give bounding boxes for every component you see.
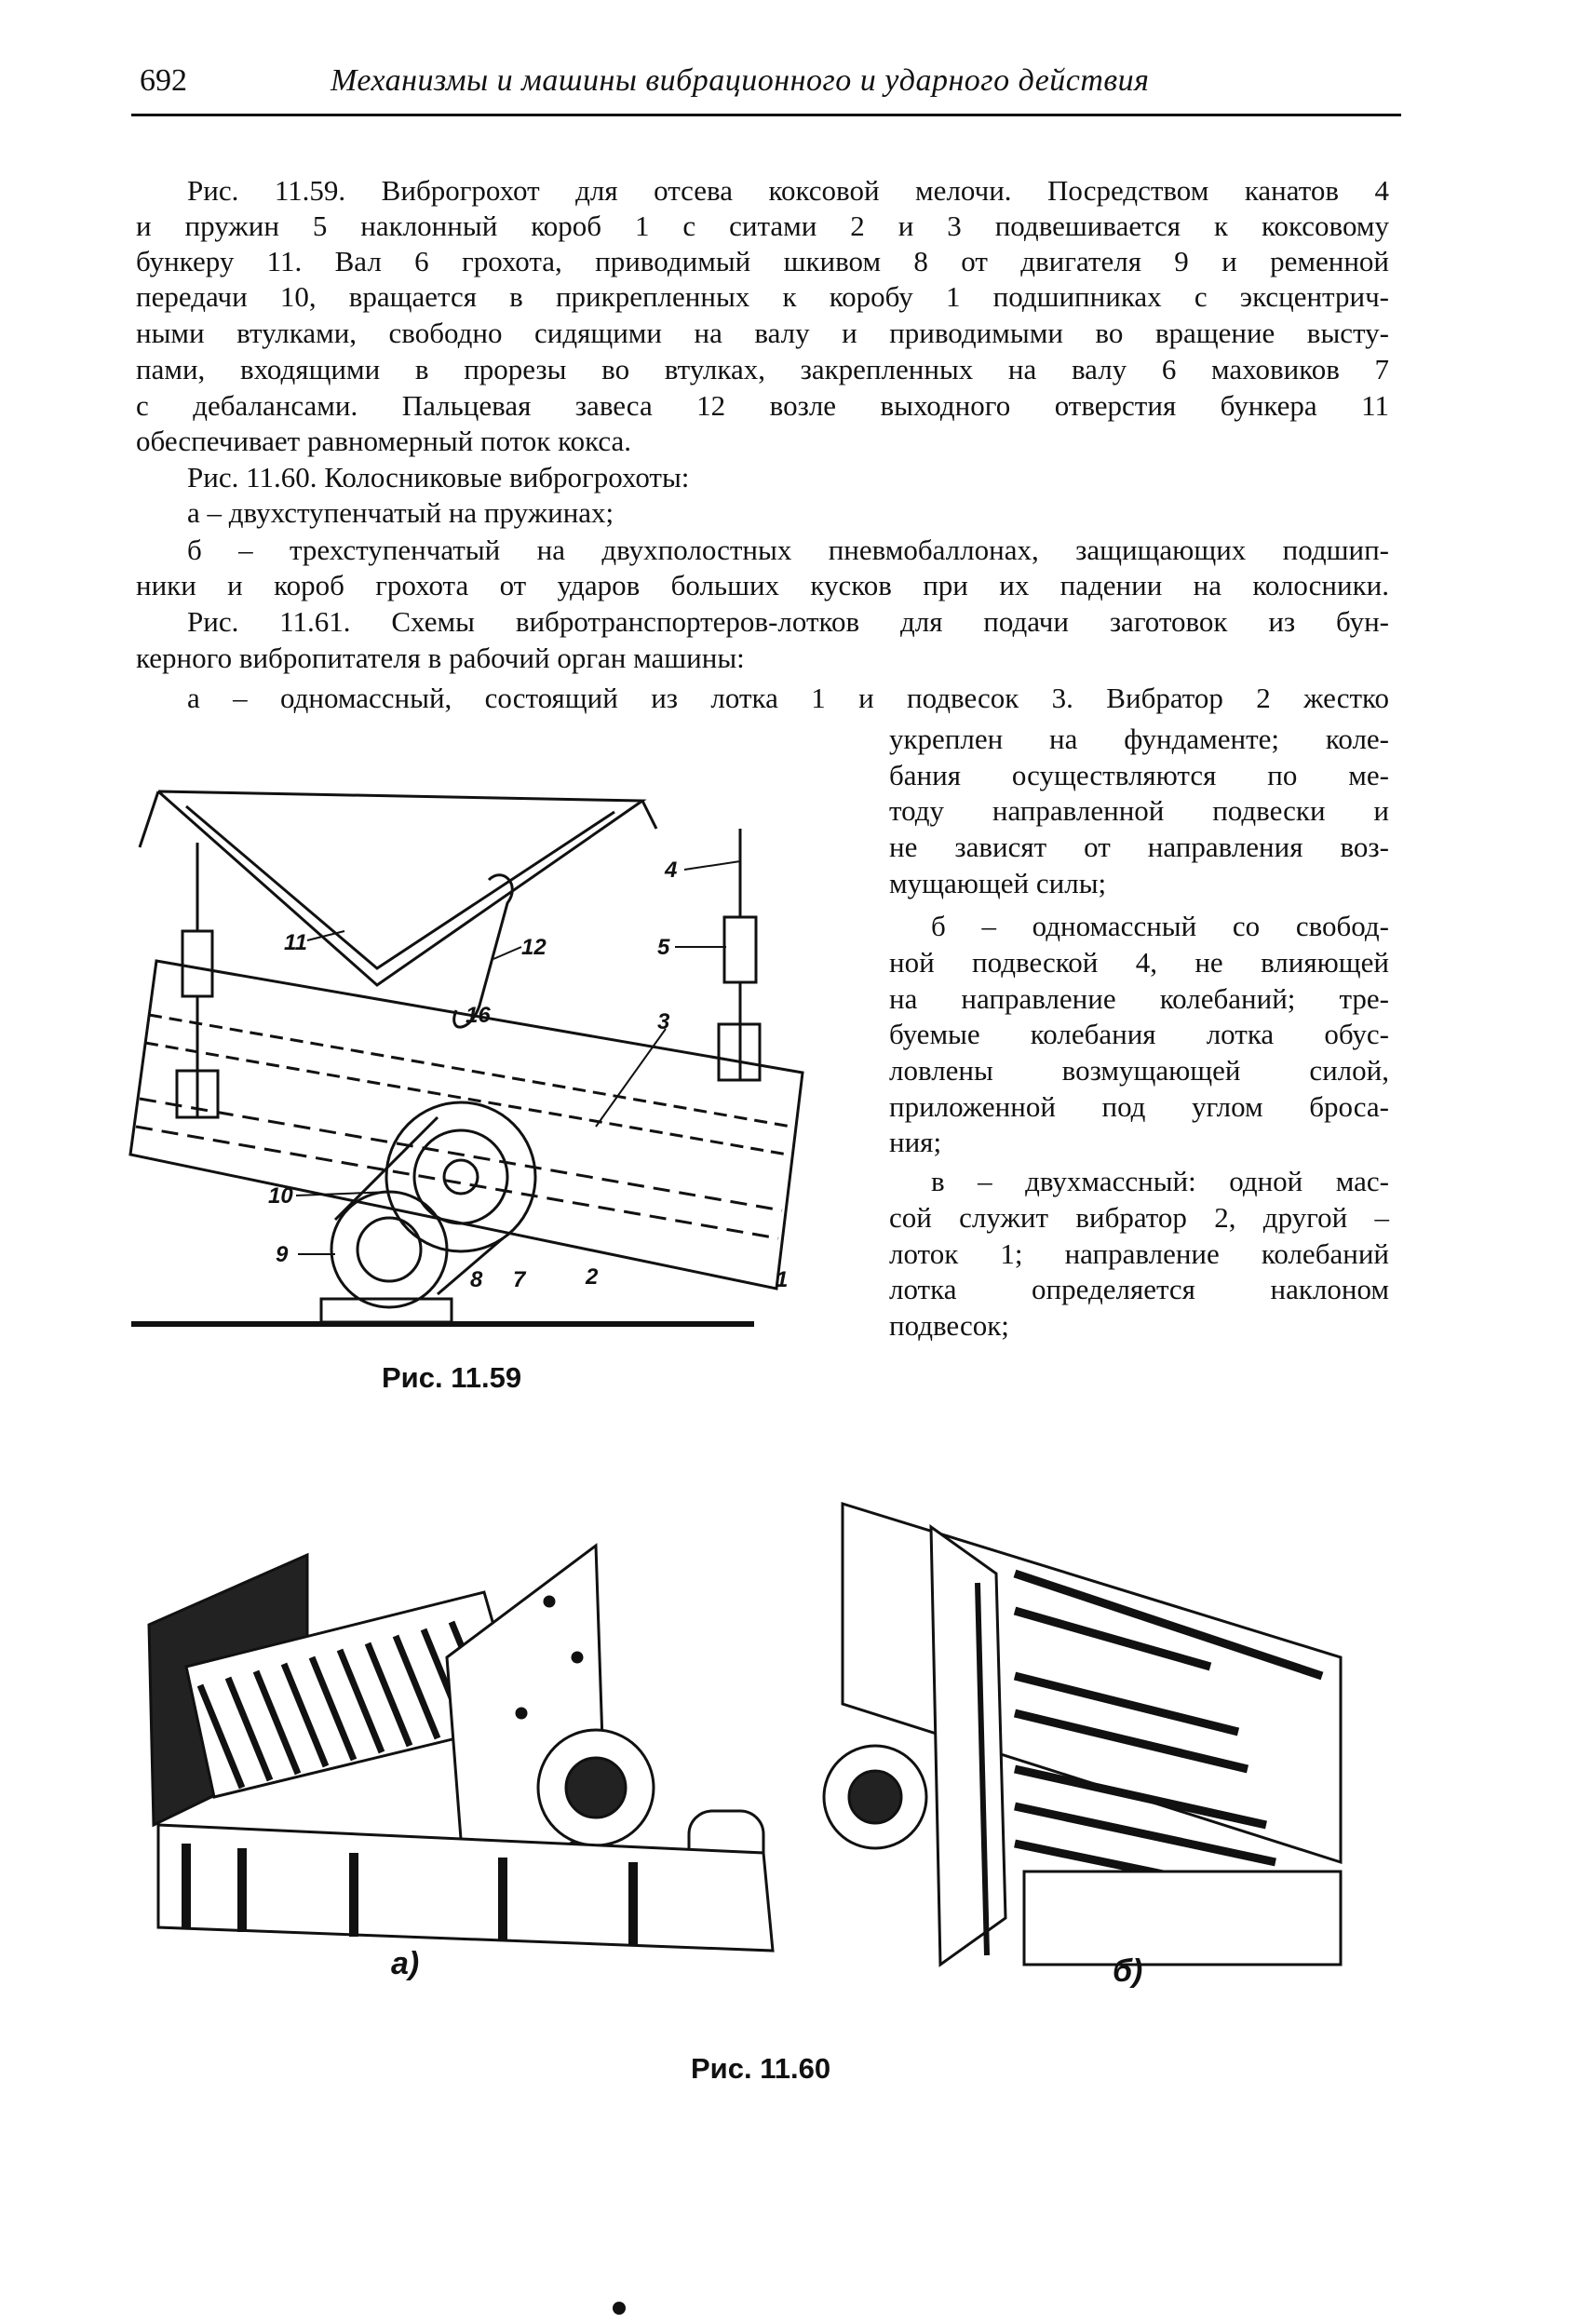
- diagram-label: 4: [665, 858, 678, 883]
- diagram-label: 16: [466, 1003, 491, 1028]
- figure-panel-label-a: а): [391, 1946, 420, 1981]
- text-line: обеспечивает равномерный поток кокса.: [136, 425, 632, 457]
- diagram-label: 5: [657, 935, 670, 960]
- diagram-label: 2: [586, 1264, 599, 1290]
- text-line: подвесок;: [889, 1309, 1009, 1342]
- text-line: пами, входящими в прорезы во втулках, закрепленных на валу 6 маховиков 7: [136, 353, 1389, 385]
- scan-mark: [613, 2302, 626, 2315]
- text-line: Рис. 11.59. Виброгрохот для отсева коксовой мелочи. Посредством канатов 4: [187, 174, 1389, 207]
- text-line: приложенной под углом броса-: [889, 1090, 1389, 1123]
- diagram-label: 8: [470, 1267, 483, 1292]
- text-line: буемые колебания лотка обус-: [889, 1018, 1389, 1050]
- text-line: с дебалансами. Пальцевая завеса 12 возле выходного отверстия бункера 11: [136, 389, 1389, 422]
- text-line: тоду направленной подвески и: [889, 794, 1389, 827]
- text-line: сой служит вибратор 2, другой –: [889, 1201, 1389, 1234]
- figure-panel-label-b: б): [1113, 1953, 1143, 1989]
- text-line: ной подвеской 4, не влияющей: [889, 946, 1389, 979]
- text-line: не зависят от направления воз-: [889, 831, 1389, 863]
- text-line: а – одномассный, состоящий из лотка 1 и подвесок 3. Вибратор 2 жестко: [187, 682, 1389, 714]
- figure-caption-11-59: Рис. 11.59: [382, 1361, 522, 1394]
- diagram-label: 1: [776, 1267, 789, 1292]
- text-line: бункеру 11. Вал 6 грохота, приводимый шкивом 8 от двигателя 9 и ременной: [136, 245, 1389, 277]
- text-line: мущающей силы;: [889, 867, 1107, 899]
- diagram-label: 12: [521, 935, 547, 960]
- text-line: ловлены возмущающей силой,: [889, 1054, 1389, 1087]
- diagram-label: 7: [513, 1267, 526, 1292]
- text-line: ники и короб грохота от ударов больших кусков при их падении на колосники.: [136, 569, 1389, 601]
- text-line: лотка определяется наклоном: [889, 1273, 1389, 1305]
- text-line: керного вибропитателя в рабочий орган машины:: [136, 642, 745, 674]
- diagram-label: 9: [276, 1242, 289, 1267]
- text-line: укреплен на фундаменте; коле-: [889, 723, 1389, 755]
- text-line: Рис. 11.61. Схемы вибротранспортеров-лотков для подачи заготовок из бун-: [187, 605, 1389, 638]
- text-line: ния;: [889, 1126, 942, 1158]
- figure-caption-11-60: Рис. 11.60: [691, 2052, 831, 2085]
- text-line: лоток 1; направление колебаний: [889, 1237, 1389, 1270]
- text-line: в – двухмассный: одной мас-: [931, 1165, 1389, 1197]
- diagram-label: 3: [657, 1009, 670, 1034]
- running-title: Механизмы и машины вибрационного и ударного действия: [331, 63, 1150, 98]
- text-line: ными втулками, свободно сидящими на валу и приводимыми во вращение высту-: [136, 317, 1389, 349]
- text-line: бания осуществляются по ме-: [889, 759, 1389, 791]
- diagram-label: 11: [284, 930, 307, 955]
- figure-11-60a-illustration: [149, 1546, 773, 1951]
- figure-11-60b-illustration: [824, 1504, 1341, 1965]
- page-number: 692: [140, 63, 187, 98]
- text-line: б – одномассный со свобод-: [931, 910, 1389, 942]
- text-line: б – трехступенчатый на двухполостных пневмобаллонах, защищающих подшип-: [187, 534, 1389, 566]
- diagram-label: 10: [268, 1183, 293, 1209]
- text-line: Рис. 11.60. Колосниковые виброгрохоты:: [187, 461, 690, 493]
- text-line: на направление колебаний; тре-: [889, 982, 1389, 1015]
- text-line: передачи 10, вращается в прикрепленных к коробу 1 подшипниках с эксцентрич-: [136, 280, 1389, 313]
- text-line: а – двухступенчатый на пружинах;: [187, 496, 614, 529]
- text-line: и пружин 5 наклонный короб 1 с ситами 2 и 3 подвешивается к коксовому: [136, 209, 1389, 242]
